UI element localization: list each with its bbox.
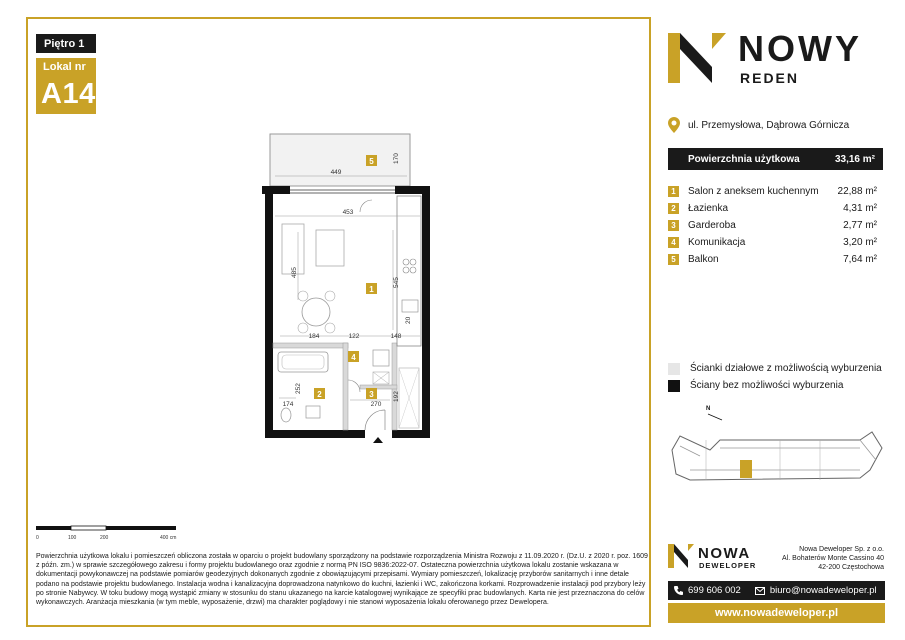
dim-text: 148 — [390, 333, 402, 340]
brand-subname: REDEN — [740, 70, 800, 86]
email-icon — [755, 587, 765, 595]
wall-legend — [668, 360, 882, 394]
dim-text: 192 — [393, 391, 400, 402]
svg-text:4: 4 — [351, 353, 356, 362]
dim-text: 174 — [282, 401, 294, 408]
scale-tick: 100 — [68, 535, 77, 541]
rooms-list — [668, 183, 883, 268]
dim-text: 270 — [370, 401, 382, 408]
wall-bottom-left — [265, 430, 365, 438]
floor-badge: Piętro 1 — [36, 34, 96, 53]
svg-text:5: 5 — [369, 157, 374, 166]
partition-bath — [273, 343, 348, 348]
room-name: Salon z aneksem kuchennym — [688, 186, 819, 197]
wall-left — [265, 186, 273, 438]
total-area-value: 33,16 m² — [834, 153, 875, 165]
room-row — [668, 251, 883, 268]
room-row — [668, 234, 883, 251]
dim-text: 449 — [330, 169, 342, 176]
dim-text: 545 — [393, 277, 400, 288]
partition-bath-v — [343, 343, 348, 430]
developer-logo-name: NOWA — [698, 545, 751, 562]
dim-text: 453 — [342, 209, 354, 216]
balcony-area — [270, 134, 410, 186]
room-row — [668, 183, 883, 200]
legend-label: Ściany bez możliwości wyburzenia — [690, 380, 844, 391]
location-pin-icon — [668, 117, 680, 133]
room-tag — [314, 388, 325, 399]
room-name: Łazienka — [688, 203, 729, 214]
room-area: 22,88 m² — [837, 186, 877, 197]
room-area: 4,31 m² — [843, 203, 877, 214]
dim-text: 20 — [405, 316, 412, 324]
compass-label: N — [706, 406, 711, 412]
developer-logo-sub: DEWELOPER — [699, 561, 757, 570]
email-address: biuro@nowadeweloper.pl — [769, 585, 877, 596]
wall-bottom-right — [392, 430, 430, 438]
legal-note: Powierzchnia użytkowa lokalu i pomieszczeń obliczona została w oparciu o projekt budowlany sporządzony na podstawie rozporządzenia Ministra Rozwoju z 11.09.2020 r. (Dz.U. z 2020 r. poz. 1609 z późn. zm.) w sprawie szczegółowego zakresu i formy projektu budowlanego oraz zgodnie z normą PN ISO 9836:2022-07. Ostateczna powierzchnia użytkowa lokalu zostanie wskazana w dokumentacji powykonawczej na podstawie pomiarów geodezyjnych dokonanych zgodnie z obowiązującymi przepisami. Wymiary pomieszczeń, lokalizację przyborów sanitarnych i inne detale podano na podstawie projektu budowlanego. Instalacja wodna i kanalizacyjna doprowadzona natynkowo do kuchni, łazienki i WC, zakończona korkami. Rozprowadzenie instalacji pod przybory leży po stronie Nabywcy. W toku budowy mogą wystąpić zmiany w stosunku do stanu ukazanego na karcie katalogowej wynikające ze specyfiki prac budowlanych. Karta nie jest przeznaczona do celów wykonawczych. Aranżacja mieszkania (w tym meble, wyposażenie, drzwi) ma charakter poglądowy i nie stanowi wyposażenia lokalu oferowanego przez Dewelopera. — [36, 553, 648, 607]
contact-bar — [668, 581, 885, 600]
room-tag — [366, 283, 377, 294]
address-row — [668, 117, 849, 133]
total-area-label: Powierzchnia użytkowa — [688, 153, 800, 165]
nowy-reden-logo-icon — [668, 33, 728, 83]
company-info — [760, 545, 884, 572]
scale-tick: 400 cm — [160, 535, 177, 541]
dim-text: 170 — [393, 153, 400, 164]
scale-tick: 200 — [100, 535, 109, 541]
unit-location-marker — [740, 460, 752, 478]
room-name: Komunikacja — [688, 237, 746, 248]
room-tag — [366, 155, 377, 166]
dim-text: 184 — [308, 333, 320, 340]
nowa-deweloper-logo-icon — [668, 542, 694, 568]
website-link[interactable]: www.nowadeweloper.pl — [668, 603, 885, 623]
dim-text: 122 — [348, 333, 360, 340]
key-plan — [672, 406, 882, 480]
room-name: Balkon — [688, 254, 719, 265]
room-tag — [348, 351, 359, 362]
unit-label: Lokal nr — [43, 61, 86, 73]
email-item[interactable] — [755, 585, 877, 596]
room-row — [668, 200, 883, 217]
legend-swatch-light — [668, 363, 680, 375]
svg-text:3: 3 — [369, 390, 374, 399]
svg-text:1: 1 — [369, 285, 374, 294]
svg-text:2: 2 — [317, 390, 322, 399]
brand-name: NOWY — [738, 28, 862, 69]
room-area: 7,64 m² — [843, 254, 877, 265]
legend-swatch-dark — [668, 380, 680, 392]
company-city: 42-200 Częstochowa — [818, 564, 884, 571]
legend-label: Ścianki działowe z możliwością wyburzenia — [690, 363, 882, 374]
phone-item[interactable] — [674, 585, 741, 596]
legend-item — [668, 360, 882, 377]
total-area-header — [668, 148, 883, 170]
scale-tick: 0 — [36, 535, 39, 541]
phone-number: 699 606 002 — [688, 585, 741, 596]
dim-text: 252 — [295, 383, 302, 394]
address-text: ul. Przemysłowa, Dąbrowa Górnicza — [688, 119, 850, 131]
company-name: Nowa Deweloper Sp. z o.o. — [799, 546, 884, 553]
phone-icon — [674, 586, 683, 595]
room-number: 4 — [668, 237, 679, 248]
room-number: 2 — [668, 203, 679, 214]
room-name: Garderoba — [688, 220, 736, 231]
room-number: 1 — [668, 186, 679, 197]
room-row — [668, 217, 883, 234]
dim-text: 485 — [291, 267, 298, 278]
room-number: 3 — [668, 220, 679, 231]
room-number: 5 — [668, 254, 679, 265]
room-area: 2,77 m² — [843, 220, 877, 231]
scale-bar — [33, 523, 193, 543]
compass-arrow-icon — [708, 414, 722, 420]
room-area: 3,20 m² — [843, 237, 877, 248]
wall-right — [422, 186, 430, 438]
legend-item — [668, 377, 882, 394]
room-tag — [366, 388, 377, 399]
company-street: Al. Bohaterów Monte Cassino 40 — [782, 555, 884, 562]
unit-number: A14 — [41, 78, 96, 110]
